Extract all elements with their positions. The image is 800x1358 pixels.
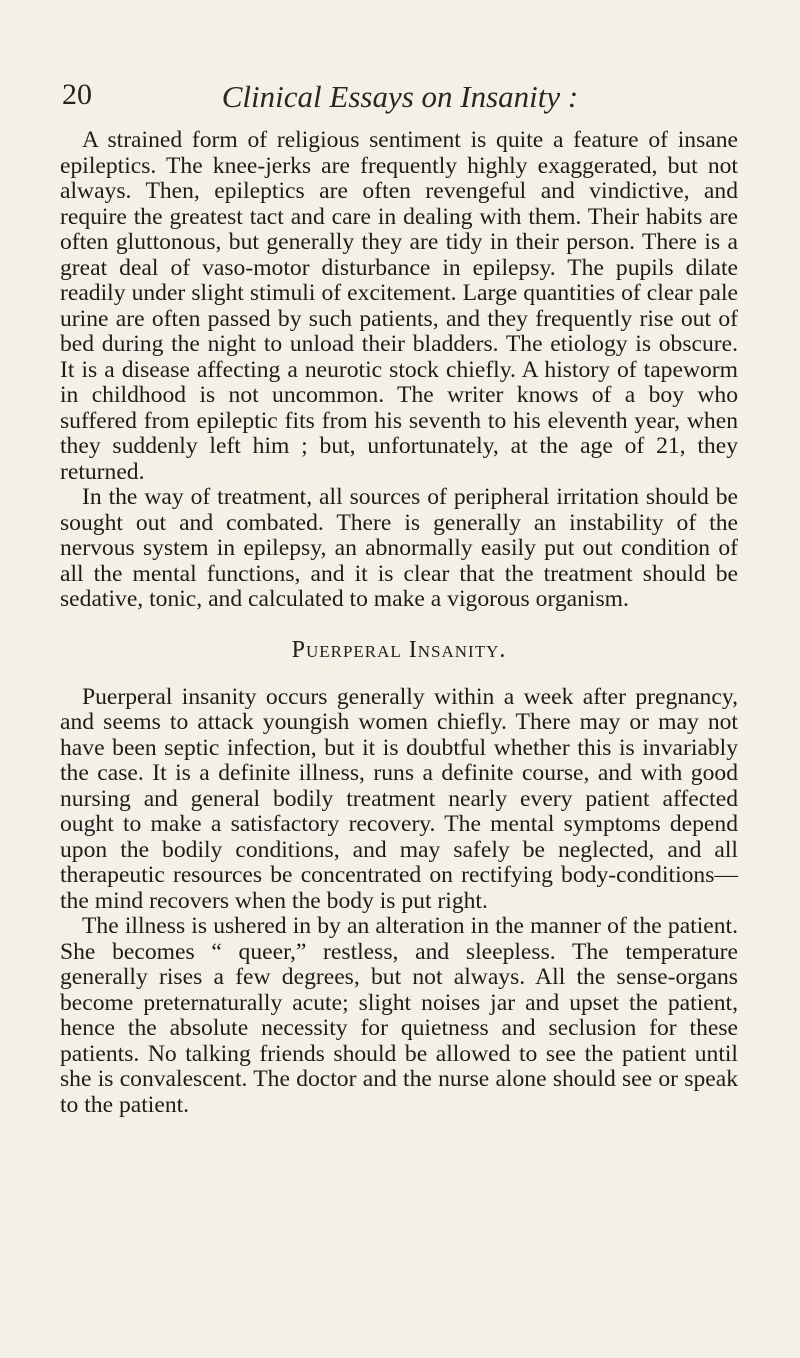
paragraph-puerperal-overview: Puerperal insanity occurs generally within a week after pregnancy, and seems to attack youngish women chiefly. There may or may not have been septic infection, but it is doubtful whether this is invariably the case. It is a definite illness, runs a definite course, and with good nursing and general bodily treatment nearly every patient affected ought to make a satisfactory recovery. The mental symptoms depend upon the bodily conditions, and may safely be neglected, and all therapeutic resources be concentrated on rectifying body-conditions—the mind recovers when the body is put right. — [60, 683, 738, 914]
paragraph-puerperal-onset: The illness is ushered in by an alteration in the manner of the patient. She becomes “ queer,” restless, and sleepless. The temperature generally rises a few degrees, but not always. All the sense-organs become preternaturally acute; slight noises jar and upset the patient, hence the absolute necessity for quietness and seclusion for these patients. No talking friends should be allowed to see the patient until she is convalescent. The doctor and the nurse alone should see or speak to the patient. — [60, 913, 738, 1118]
paragraph-epilepsy-symptoms: A strained form of religious sentiment is quite a feature of insane epileptics. The knee-jerks are frequently highly exaggerated, but not always. Then, epileptics are often revengeful and vindictive, and require the greatest tact and care in dealing with them. Their habits are often gluttonous, but generally they are tidy in their person. There is a great deal of vaso-motor disturbance in epilepsy. The pupils dilate readily under slight stimuli of excitement. Large quantities of clear pale urine are often passed by such patients, and they frequently rise out of bed during the night to unload their bladders. The etiology is obscure. It is a disease affecting a neurotic stock chiefly. A history of tapeworm in childhood is not uncommon. The writer knows of a boy who suffered from epileptic fits from his seventh to his eleventh year, when they suddenly left him ; but, unfortunately, at the age of 21, they returned. — [60, 127, 738, 485]
paragraph-epilepsy-treatment: In the way of treatment, all sources of peripheral irritation should be sought out and combated. There is generally an instability of the nervous system in epilepsy, an abnormally easily put out condition of all the mental functions, and it is clear that the treatment should be sedative, tonic, and calculated to make a vigorous organism. — [60, 484, 738, 612]
body-text — [60, 128, 738, 1118]
section-heading: Puerperal Insanity. — [291, 636, 507, 663]
running-title: Clinical Essays on Insanity : — [221, 79, 579, 114]
page-number: 20 — [62, 78, 92, 111]
